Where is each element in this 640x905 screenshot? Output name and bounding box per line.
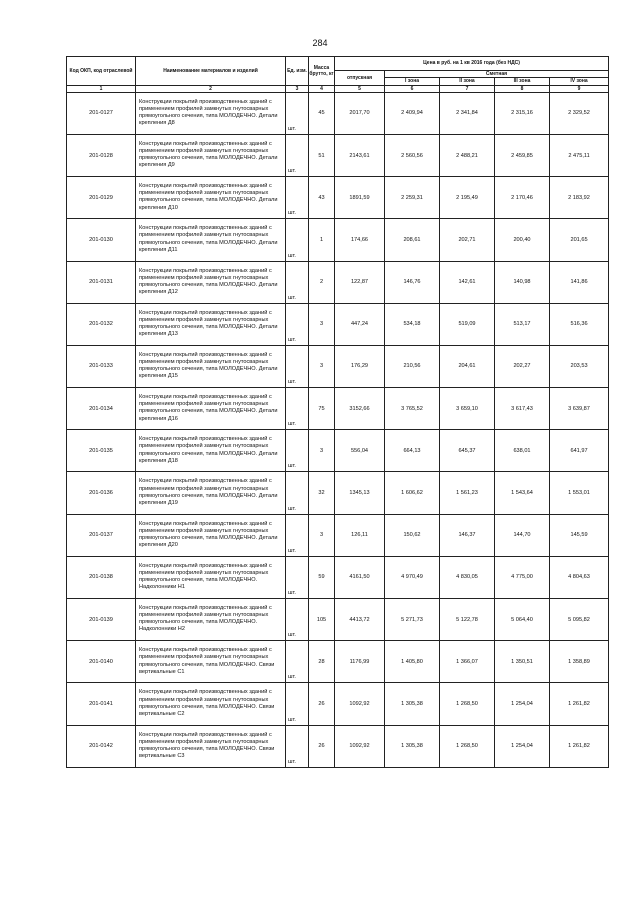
- price-zone-4: 641,97: [550, 430, 609, 472]
- price-zone-1: 150,62: [385, 514, 440, 556]
- unit-of-measure: шт.: [286, 599, 309, 641]
- price-zone-4: 145,59: [550, 514, 609, 556]
- price-release: 174,66: [335, 219, 385, 261]
- price-zone-1: 2 259,31: [385, 177, 440, 219]
- column-number: 6: [385, 85, 440, 92]
- price-zone-1: 534,18: [385, 303, 440, 345]
- price-release: 1345,13: [335, 472, 385, 514]
- table-row: [67, 177, 609, 219]
- table-row: [67, 641, 609, 683]
- gross-mass: 3: [309, 303, 335, 345]
- price-zone-1: 664,13: [385, 430, 440, 472]
- column-number: 2: [136, 85, 286, 92]
- price-zone-4: 1 261,82: [550, 725, 609, 767]
- price-zone-1: 5 271,73: [385, 599, 440, 641]
- price-zone-3: 2 315,16: [495, 92, 550, 134]
- price-zone-4: 201,65: [550, 219, 609, 261]
- price-zone-3: 2 170,46: [495, 177, 550, 219]
- table-row: [67, 345, 609, 387]
- price-zone-2: 146,37: [440, 514, 495, 556]
- product-name: [136, 177, 286, 219]
- unit-of-measure: шт.: [286, 219, 309, 261]
- price-zone-4: 2 183,92: [550, 177, 609, 219]
- price-zone-2: 1 366,07: [440, 641, 495, 683]
- product-name: [136, 725, 286, 767]
- product-name: [136, 92, 286, 134]
- price-zone-2: 1 268,50: [440, 683, 495, 725]
- unit-of-measure: шт.: [286, 472, 309, 514]
- table-row: [67, 303, 609, 345]
- gross-mass: 3: [309, 430, 335, 472]
- product-name-text: Конструкции покрытий производственных зданий с применением профилей замкнутых гнутосварных прямоугольного сечения, типа МОЛОДЕЧНО. Детали крепления Д19: [139, 478, 278, 506]
- column-number: 5: [335, 85, 385, 92]
- header-unit: Ед. изм.: [286, 57, 309, 86]
- header-zone-2: II зона: [440, 78, 495, 85]
- product-name: [136, 388, 286, 430]
- product-name-text: Конструкции покрытий производственных зданий с применением профилей замкнутых гнутосварных прямоугольного сечения, типа МОЛОДЕЧНО. Детали крепления Д18: [139, 436, 278, 464]
- price-zone-4: 4 804,63: [550, 556, 609, 598]
- price-zone-3: 1 254,04: [495, 725, 550, 767]
- product-code: 201-0139: [67, 599, 136, 641]
- column-number: 9: [550, 85, 609, 92]
- header-price-group: Цена в руб. на 1 кв 2016 года (без НДС): [335, 57, 609, 71]
- product-name-text: Конструкции покрытий производственных зданий с применением профилей замкнутых гнутосварных прямоугольного сечения, типа МОЛОДЕЧНО. Надколонники Н1: [139, 562, 272, 591]
- price-zone-2: 2 195,49: [440, 177, 495, 219]
- unit-of-measure: шт.: [286, 92, 309, 134]
- header-zone-3: III зона: [495, 78, 550, 85]
- unit-of-measure: шт.: [286, 683, 309, 725]
- product-code: 201-0129: [67, 177, 136, 219]
- gross-mass: 51: [309, 134, 335, 176]
- price-zone-3: 144,70: [495, 514, 550, 556]
- price-zone-3: 200,40: [495, 219, 550, 261]
- table-row: [67, 261, 609, 303]
- product-code: 201-0134: [67, 388, 136, 430]
- table-row: [67, 388, 609, 430]
- price-zone-3: 5 064,40: [495, 599, 550, 641]
- price-release: 447,24: [335, 303, 385, 345]
- product-name-text: Конструкции покрытий производственных зданий с применением профилей замкнутых гнутосварных прямоугольного сечения, типа МОЛОДЕЧНО. Связи вертикальные С3: [139, 731, 275, 760]
- price-zone-4: 5 095,82: [550, 599, 609, 641]
- price-zone-3: 2 459,85: [495, 134, 550, 176]
- product-name-text: Конструкции покрытий производственных зданий с применением профилей замкнутых гнутосварных прямоугольного сечения, типа МОЛОДЕЧНО. Детали крепления Д15: [139, 351, 278, 380]
- price-zone-2: 5 122,78: [440, 599, 495, 641]
- price-zone-3: 140,98: [495, 261, 550, 303]
- price-release: 1092,92: [335, 683, 385, 725]
- table-row: [67, 134, 609, 176]
- price-zone-4: 2 329,52: [550, 92, 609, 134]
- price-zone-2: 519,09: [440, 303, 495, 345]
- product-name: [136, 599, 286, 641]
- price-zone-2: 202,71: [440, 219, 495, 261]
- price-release: 122,87: [335, 261, 385, 303]
- price-zone-1: 1 606,62: [385, 472, 440, 514]
- page-number: 284: [312, 38, 328, 48]
- header-zone-4: IV зона: [550, 78, 609, 85]
- price-zone-3: 1 350,51: [495, 641, 550, 683]
- header-otpusknaya: отпускная: [335, 71, 385, 86]
- product-name: [136, 556, 286, 598]
- gross-mass: 3: [309, 514, 335, 556]
- price-zone-2: 4 830,05: [440, 556, 495, 598]
- gross-mass: 59: [309, 556, 335, 598]
- product-name: [136, 345, 286, 387]
- product-name: [136, 430, 286, 472]
- unit-of-measure: шт.: [286, 641, 309, 683]
- gross-mass: 1: [309, 219, 335, 261]
- product-code: 201-0127: [67, 92, 136, 134]
- table-row: [67, 599, 609, 641]
- price-zone-1: 3 765,52: [385, 388, 440, 430]
- column-number: 1: [67, 85, 136, 92]
- product-name-text: Конструкции покрытий производственных зданий с применением профилей замкнутых гнутосварных прямоугольного сечения, типа МОЛОДЕЧНО. Детали крепления Д13: [139, 309, 278, 338]
- price-table: [66, 56, 609, 768]
- unit-of-measure: шт.: [286, 303, 309, 345]
- product-name: [136, 472, 286, 514]
- price-zone-1: 1 405,80: [385, 641, 440, 683]
- product-code: 201-0136: [67, 472, 136, 514]
- price-zone-1: 4 970,49: [385, 556, 440, 598]
- price-zone-1: 2 409,94: [385, 92, 440, 134]
- product-code: 201-0141: [67, 683, 136, 725]
- header-name: Наименование материалов и изделий: [136, 57, 286, 86]
- price-zone-4: 3 639,87: [550, 388, 609, 430]
- price-zone-2: 3 659,10: [440, 388, 495, 430]
- header-zone-1: I зона: [385, 78, 440, 85]
- table-row: [67, 514, 609, 556]
- price-release: 556,04: [335, 430, 385, 472]
- product-name-text: Конструкции покрытий производственных зданий с применением профилей замкнутых гнутосварных прямоугольного сечения, типа МОЛОДЕЧНО. Детали крепления Д11: [139, 225, 278, 253]
- price-zone-1: 2 560,56: [385, 134, 440, 176]
- price-zone-2: 142,61: [440, 261, 495, 303]
- product-name-text: Конструкции покрытий производственных зданий с применением профилей замкнутых гнутосварных прямоугольного сечения, типа МОЛОДЕЧНО. Детали крепления Д20: [139, 520, 278, 549]
- price-zone-3: 4 775,00: [495, 556, 550, 598]
- unit-of-measure: шт.: [286, 556, 309, 598]
- product-code: 201-0142: [67, 725, 136, 767]
- price-zone-3: 3 617,43: [495, 388, 550, 430]
- price-zone-3: 1 543,64: [495, 472, 550, 514]
- unit-of-measure: шт.: [286, 345, 309, 387]
- gross-mass: 75: [309, 388, 335, 430]
- price-zone-1: 208,61: [385, 219, 440, 261]
- gross-mass: 105: [309, 599, 335, 641]
- table-row: [67, 219, 609, 261]
- product-name: [136, 261, 286, 303]
- product-name-text: Конструкции покрытий производственных зданий с применением профилей замкнутых гнутосварных прямоугольного сечения, типа МОЛОДЕЧНО. Надколонники Н2: [139, 605, 272, 633]
- unit-of-measure: шт.: [286, 725, 309, 767]
- price-zone-2: 645,37: [440, 430, 495, 472]
- product-name-text: Конструкции покрытий производственных зданий с применением профилей замкнутых гнутосварных прямоугольного сечения, типа МОЛОДЕЧНО. Детали крепления Д8: [139, 98, 278, 127]
- column-number: 3: [286, 85, 309, 92]
- product-code: 201-0137: [67, 514, 136, 556]
- unit-of-measure: шт.: [286, 177, 309, 219]
- price-zone-4: 516,36: [550, 303, 609, 345]
- product-code: 201-0133: [67, 345, 136, 387]
- gross-mass: 28: [309, 641, 335, 683]
- product-name: [136, 514, 286, 556]
- price-release: 176,29: [335, 345, 385, 387]
- column-number: 4: [309, 85, 335, 92]
- price-zone-4: 1 358,89: [550, 641, 609, 683]
- column-numbers-row: [67, 85, 609, 92]
- product-code: 201-0140: [67, 641, 136, 683]
- column-number: 7: [440, 85, 495, 92]
- price-zone-4: 2 475,11: [550, 134, 609, 176]
- product-code: 201-0135: [67, 430, 136, 472]
- price-zone-1: 1 305,38: [385, 683, 440, 725]
- price-release: 4161,50: [335, 556, 385, 598]
- header-code: Код ОКП, код отраслевой: [67, 57, 136, 86]
- header-smetnaya: Сметная: [385, 71, 609, 78]
- product-name-text: Конструкции покрытий производственных зданий с применением профилей замкнутых гнутосварных прямоугольного сечения, типа МОЛОДЕЧНО. Детали крепления Д16: [139, 394, 278, 422]
- price-release: 1092,92: [335, 725, 385, 767]
- price-zone-3: 513,17: [495, 303, 550, 345]
- table-row: [67, 556, 609, 598]
- unit-of-measure: шт.: [286, 261, 309, 303]
- product-name-text: Конструкции покрытий производственных зданий с применением профилей замкнутых гнутосварных прямоугольного сечения, типа МОЛОДЕЧНО. Связи вертикальные С2: [139, 689, 275, 717]
- table-row: [67, 430, 609, 472]
- header-mass: Масса брутто, кг: [309, 57, 335, 86]
- price-zone-2: 2 341,84: [440, 92, 495, 134]
- product-name: [136, 219, 286, 261]
- product-name: [136, 303, 286, 345]
- price-zone-2: 1 561,23: [440, 472, 495, 514]
- price-zone-3: 202,27: [495, 345, 550, 387]
- price-zone-1: 146,76: [385, 261, 440, 303]
- price-zone-4: 1 261,82: [550, 683, 609, 725]
- unit-of-measure: шт.: [286, 430, 309, 472]
- unit-of-measure: шт.: [286, 388, 309, 430]
- product-name: [136, 641, 286, 683]
- column-number: 8: [495, 85, 550, 92]
- product-name-text: Конструкции покрытий производственных зданий с применением профилей замкнутых гнутосварных прямоугольного сечения, типа МОЛОДЕЧНО. Детали крепления Д9: [139, 140, 278, 169]
- gross-mass: 26: [309, 683, 335, 725]
- price-zone-4: 203,53: [550, 345, 609, 387]
- product-code: 201-0130: [67, 219, 136, 261]
- product-code: 201-0138: [67, 556, 136, 598]
- gross-mass: 26: [309, 725, 335, 767]
- price-zone-1: 1 305,38: [385, 725, 440, 767]
- product-code: 201-0132: [67, 303, 136, 345]
- product-code: 201-0131: [67, 261, 136, 303]
- unit-of-measure: шт.: [286, 134, 309, 176]
- price-release: 126,11: [335, 514, 385, 556]
- product-name: [136, 683, 286, 725]
- price-release: 1176,99: [335, 641, 385, 683]
- gross-mass: 32: [309, 472, 335, 514]
- price-zone-2: 2 488,21: [440, 134, 495, 176]
- table-row: [67, 683, 609, 725]
- gross-mass: 45: [309, 92, 335, 134]
- price-zone-3: 1 254,04: [495, 683, 550, 725]
- product-code: 201-0128: [67, 134, 136, 176]
- gross-mass: 3: [309, 345, 335, 387]
- price-release: 1891,59: [335, 177, 385, 219]
- unit-of-measure: шт.: [286, 514, 309, 556]
- product-name: [136, 134, 286, 176]
- price-zone-2: 204,61: [440, 345, 495, 387]
- price-zone-2: 1 268,50: [440, 725, 495, 767]
- product-name-text: Конструкции покрытий производственных зданий с применением профилей замкнутых гнутосварных прямоугольного сечения, типа МОЛОДЕЧНО. Детали крепления Д10: [139, 183, 278, 211]
- price-zone-4: 141,86: [550, 261, 609, 303]
- price-release: 3152,66: [335, 388, 385, 430]
- price-release: 2017,70: [335, 92, 385, 134]
- gross-mass: 2: [309, 261, 335, 303]
- price-release: 2143,61: [335, 134, 385, 176]
- price-zone-1: 210,56: [385, 345, 440, 387]
- price-zone-4: 1 553,01: [550, 472, 609, 514]
- price-table-body: [67, 92, 609, 767]
- table-row: [67, 92, 609, 134]
- product-name-text: Конструкции покрытий производственных зданий с применением профилей замкнутых гнутосварных прямоугольного сечения, типа МОЛОДЕЧНО. Детали крепления Д12: [139, 267, 278, 295]
- price-release: 4413,72: [335, 599, 385, 641]
- product-name-text: Конструкции покрытий производственных зданий с применением профилей замкнутых гнутосварных прямоугольного сечения, типа МОЛОДЕЧНО. Связи вертикальные С1: [139, 647, 275, 675]
- table-row: [67, 725, 609, 767]
- gross-mass: 43: [309, 177, 335, 219]
- price-zone-3: 638,01: [495, 430, 550, 472]
- table-row: [67, 472, 609, 514]
